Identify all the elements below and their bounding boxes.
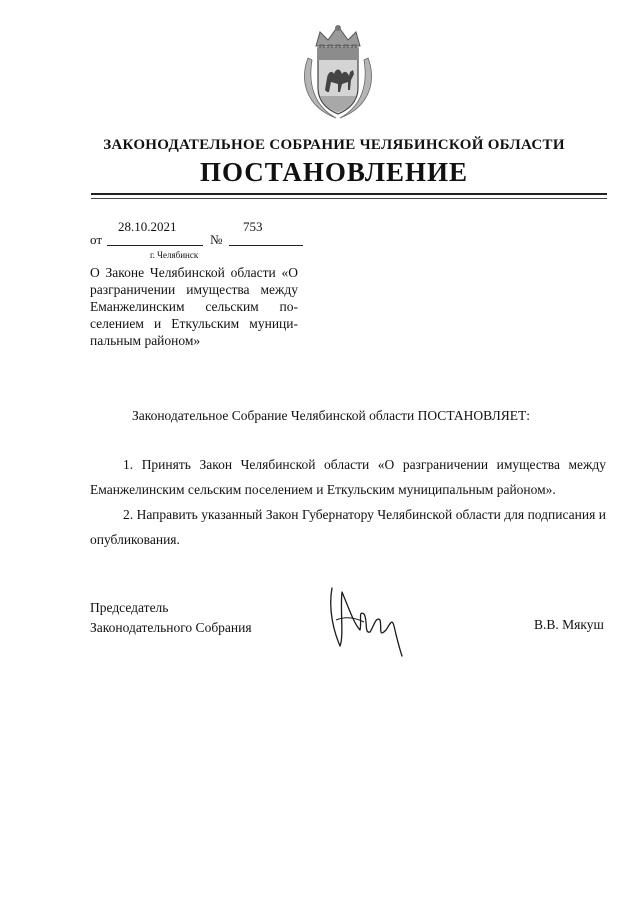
date-underline bbox=[107, 245, 203, 246]
signatory-name: В.В. Мякуш bbox=[534, 617, 604, 632]
signatory-title-line1: Председатель bbox=[90, 600, 169, 615]
date-prefix: от bbox=[90, 232, 103, 247]
number-prefix: № bbox=[210, 232, 223, 247]
document-city: г. Челябинск bbox=[150, 250, 199, 260]
signatory-title bbox=[90, 598, 252, 638]
handwritten-signature-icon bbox=[318, 580, 410, 660]
chelyabinsk-coat-of-arms-icon bbox=[298, 18, 378, 122]
document-date: 28.10.2021 bbox=[118, 219, 177, 234]
resolution-item-1: 1. Принять Закон Челябинской области «О разграничении имущества между Еманжелинским сельским поселением и Еткульским муниципальным районом». bbox=[90, 457, 606, 497]
header-rule-thin bbox=[91, 198, 607, 199]
document-type-title: ПОСТАНОВЛЕНИЕ bbox=[199, 157, 469, 187]
organization-name: ЗАКОНОДАТЕЛЬНОЕ СОБРАНИЕ ЧЕЛЯБИНСКОЙ ОБЛАСТИ bbox=[103, 137, 565, 153]
document-number: 753 bbox=[243, 219, 263, 234]
signatory-title-line2: Законодательного Собрания bbox=[90, 620, 252, 635]
preamble-text: Законодательное Собрание Челябинской области ПОСТАНОВЛЯЕТ: bbox=[131, 408, 531, 423]
number-underline bbox=[229, 245, 303, 246]
header-rule-thick bbox=[91, 193, 607, 195]
resolution-item-2: 2. Направить указанный Закон Губернатору Челябинской области для подписания и опубликования. bbox=[90, 507, 606, 547]
document-subject: О Законе Челябинской области «О разграничении имущества между Еманжелинским сельским поселением и Еткульским муниципальным районом» bbox=[90, 265, 298, 348]
